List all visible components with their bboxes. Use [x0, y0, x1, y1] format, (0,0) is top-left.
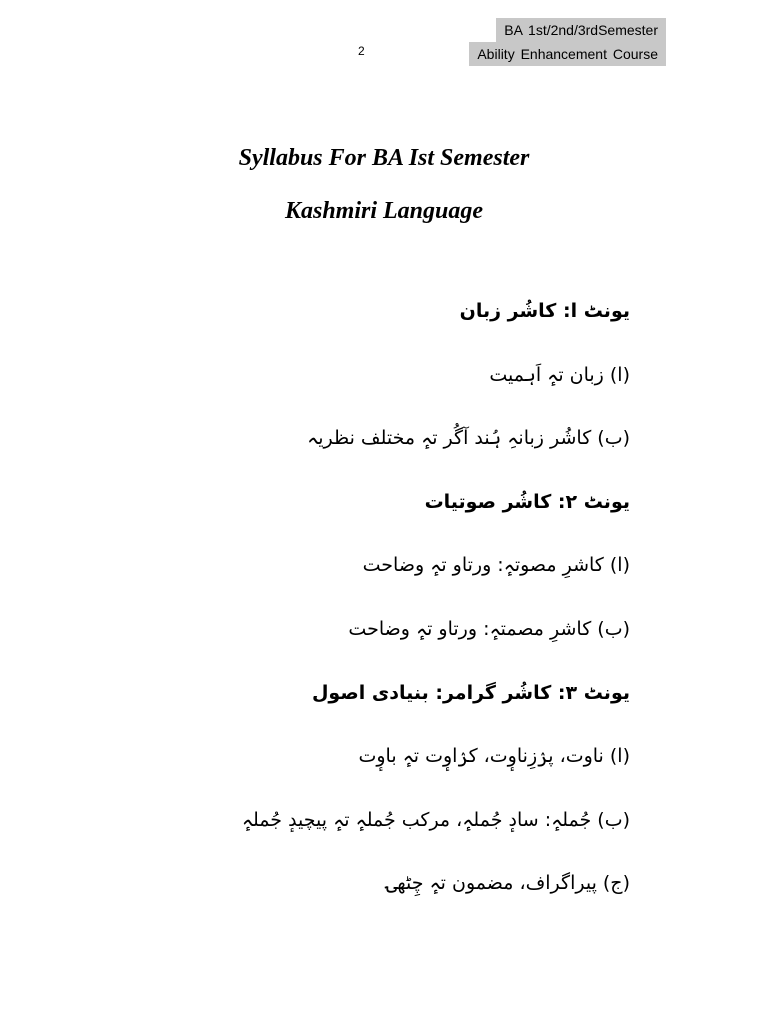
course-type-label: Ability Enhancement Course [469, 42, 666, 66]
syllabus-content [130, 296, 630, 932]
unit-1-item-a: (ا) زبان تہٕ اَہمیت [489, 363, 630, 386]
unit-1-item-b: (ب) کاشُر زبانہِ ہُند آگُر تہٕ مختلف نظریہ [307, 427, 630, 450]
unit-2-heading: یونٹ ۲: کاشُر صوتیات [424, 490, 630, 513]
unit-2-item-b: (ب) کاشرِ مصمتہٕ: ورتاو تہٕ وضاحت [348, 617, 630, 640]
semester-label: BA 1st/2nd/3rdSemester [496, 18, 666, 42]
language-subtitle: Kashmiri Language [284, 198, 484, 224]
syllabus-title: Syllabus For BA Ist Semester [238, 145, 530, 171]
page-number: 2 [358, 44, 365, 58]
unit-1-heading: یونٹ ا: کاشُر زبان [459, 300, 630, 322]
unit-3-heading: یونٹ ۳: کاشُر گرامر: بنیادی اصول [311, 681, 630, 704]
unit-2-item-a: (ا) کاشرِ مصوتہٕ: ورتاو تہٕ وضاحت [362, 554, 630, 577]
course-header-box [469, 18, 666, 66]
unit-3-item-c: (ج) پیراگراف، مضمون تہٕ چِٹھۍ [386, 872, 630, 895]
unit-3-item-b: (ب) جُملہٕ: سادٕ جُملہٕ، مرکب جُملہٕ تہٕ پیچیدٕ جُملہٕ [241, 808, 630, 831]
unit-3-item-a: (ا) ناوت، پرٛزِناوٕت، کرٛاوٕت تہٕ باوٕت [358, 745, 630, 768]
